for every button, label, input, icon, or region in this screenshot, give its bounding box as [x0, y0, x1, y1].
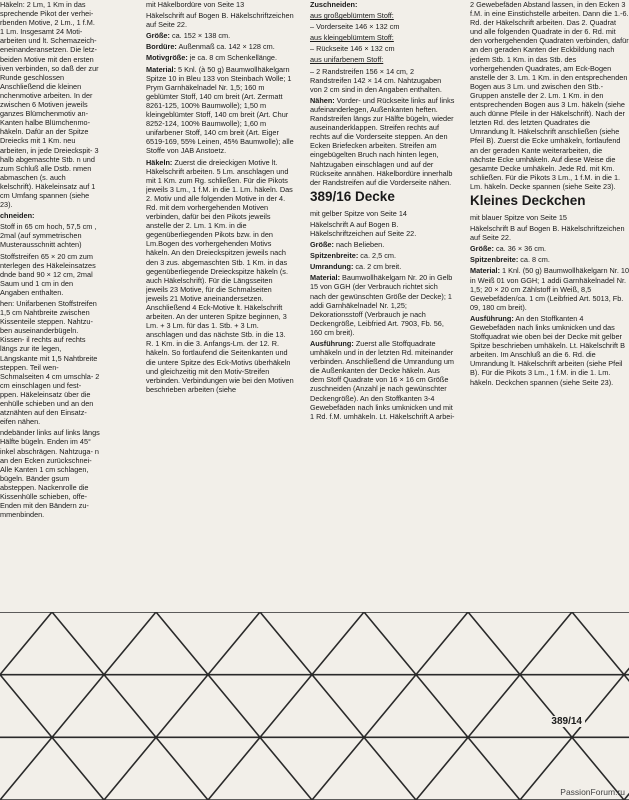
- size-value: ca. 152 × 138 cm.: [171, 31, 231, 41]
- paragraph: hen: Unifarbenen Stoffstreifen 1,5 cm Nahtbreite zwischen Kissenteile steppen. Nahtzu- ben auseinanderbügeln. Kissen- il rechts auf rechts längs zur ite legen, Längskante mit 1,5 Nahtbreite steppen. Teil wen- Schmalseiten 4 cm umschla- 2 cm einschlagen und fest- ppen. Häkeleinsatz über die enhülle schieben und an den atznähten auf den Einsatz- eifen nähen.: [0, 299, 100, 427]
- lattice-line: [260, 737, 312, 800]
- paragraph: Häkeln: 2 Lm, 1 Km in das sprechende Pikot der verhei- rbenden Motive, 2 Lm., 1 f.M. 1 Lm. Insgesamt 24 Moti- arbeiten und lt. Schemazeich- eneinanderansetzen. Die letz- beiden Motive mit den ersten iven verbinden, so daß der zur Runde geschlossen Anschließend die kleinen nchenmotive arbeiten. In der zwischen 6 Motiven jeweils ganzes Blümchenmotiv an- Kanten halbe Blümchenmo- häkeln. Dafür an der Spitze Dreiecks mit 1 Km. neu arbeiten, in jede Dreieckspit- 3 halb abgemaschte Stb. n und zum Schluß alle Dstb. nmen abmaschen (s. auch kelschrift). Häkeleinsatz auf 1 cm Umfang spannen (siehe 23).: [0, 0, 99, 210]
- lace-width-value: ca. 8 cm.: [520, 255, 550, 265]
- border-value: Außenmaß ca. 142 × 128 cm.: [178, 42, 275, 52]
- paragraph: ndebänder links auf links längs Hälfte bügeln. Enden im 45° inkel abschrägen. Nahtzuga- n an den Ecken zurückschnei- Alle Kanten 1 cm schlagen, bügeln. Bänder gsum absteppen. Nackenrolle die Kissenhülle schieben, offe- Enden mit den Bändern zu- mmenbinden.: [0, 428, 100, 520]
- lattice-line: [52, 675, 104, 738]
- execution-label: Ausführung:: [310, 339, 354, 348]
- lattice-line: [208, 612, 260, 675]
- motif-size-label: Motivgröße:: [146, 53, 188, 63]
- lattice-line: [364, 737, 416, 800]
- lattice-line: [156, 612, 208, 675]
- border-label: Bordüre:: [146, 42, 177, 52]
- paragraph: 2 Gewebefäden Abstand lassen, in den Ecken 3 f.M. in eine Einstichstelle arbeiten. Dann die 1.-6. Rd. der Häkelschrift arbeiten. Das 2. Quadrat und alle folgenden Quadrate in der 6. Rd. mit den vorhergehenden Quadraten verbinden, dafür an den geraden Kanten der Eckbildung nach jedem Stb. 1 Km. in das Stb. des vorhergehenden Quadrates, am Eck-Bogen anstelle der 3. Lm. 1 Km. in den entsprechenden Bogen aus 3 Lm. und zwischen den Stb.-Gruppen anstelle der 2. Lm. 1 Km. in den entsprechenden Bogen aus 3 Lm. häkeln (siehe auch dünne Pfeile in der Häkelschrift). Nach der letzten Rd. des letzten Quadrates die Umrandung lt. Häkelschrift anschließen (siehe Pfeil B). Zuerst die Ecke umhäkeln, fortlaufend an der geraden Kante weiterarbeiten, die nächste Ecke umhäkeln. Auf diese Weise die gesamte Decke umhäkeln. Jede Rd. mit Km. schließen. Für die Pikots 3 Lm., 1 f.M. in die 1. Lm. häkeln. Decke spannen (siehe Seite 23).: [470, 0, 629, 191]
- column-2: [146, 0, 294, 612]
- column-1: [0, 0, 100, 612]
- lattice-line: [520, 612, 572, 675]
- lattice-line: [364, 675, 416, 738]
- cutting-sub: aus kleingeblümtem Stoff:: [310, 33, 394, 43]
- triangle-motif-diagram: [0, 612, 629, 800]
- lattice-line: [208, 675, 260, 738]
- lattice-line: [312, 612, 364, 675]
- edging-label: Umrandung:: [310, 262, 354, 272]
- cutting-sub: aus unifarbenem Stoff:: [310, 55, 384, 65]
- lattice-line: [0, 737, 52, 800]
- section-label: chneiden:: [0, 211, 35, 221]
- lattice-line: [572, 675, 624, 738]
- cutting-item: – Rückseite 146 × 132 cm: [310, 44, 395, 54]
- figure-label: 389/14: [548, 716, 585, 727]
- size-label: Größe:: [146, 31, 170, 41]
- execution-label: Ausführung:: [470, 313, 514, 323]
- lattice-line: [468, 675, 520, 738]
- lattice-line: [156, 675, 208, 738]
- lattice-line: [572, 612, 624, 675]
- lattice-line: [468, 612, 520, 675]
- lattice-line: [260, 675, 312, 738]
- section-title: Kleines Deckchen: [470, 192, 586, 208]
- lattice-line: [468, 737, 520, 800]
- cutting-item: – 2 Randstreifen 156 × 14 cm, 2 Randstreifen 142 × 14 cm. Nahtzugaben von 2 cm sind in den Angaben enthalten.: [310, 66, 442, 94]
- execution-text: An den Stoffkanten 4 Gewebefäden nach links umknicken und das Stoffquadrat wie oben bei der Decke mit gelber Spitze beschrieben umhäkeln. Lt. Häkelschrift B arbeiten. Im Anschluß an die 6. Rd. die Umrandung lt. Häkelschrift arbeiten (siehe Pfeil B). Für die Pikots 3 Lm., 1 f.M. in die 1. Lm. häkeln. Deckchen spannen (siehe Seite 23).: [470, 313, 625, 387]
- lattice-line: [208, 737, 260, 800]
- section-title: 389/16 Decke: [310, 188, 395, 204]
- material-text: Baumwollhäkelgarn Nr. 20 in Gelb 15 von GGH (der Verbrauch richtet sich nach der gewünschten Größe der Decke); 1 addi Garnhäkelnadel Nr. 1,25; Dekorationsstoff (Verbrauch je nach Deckengröße, Leibfried Art. 7903, Fb. 56, 160 cm breit).: [310, 273, 453, 337]
- chart-reference: Häkelschrift A auf Bogen B. Häkelschriftzeichen auf Seite 22.: [310, 219, 417, 238]
- lattice-line: [312, 675, 364, 738]
- cutting-sub: aus großgeblümtem Stoff:: [310, 11, 394, 21]
- watermark: PassionForum.ru: [560, 787, 625, 797]
- lattice-line: [156, 737, 208, 800]
- material-label: Material:: [310, 273, 341, 283]
- intro-line: mit Häkelbordüre von Seite 13: [146, 0, 245, 9]
- lattice-line: [624, 612, 629, 675]
- paragraph: Stoff in 65 cm hoch, 57,5 cm , 2mal (auf symmetrischen Musterausschnitt achten): [0, 222, 97, 250]
- size-label: Größe:: [310, 240, 334, 250]
- lattice-line: [52, 737, 104, 800]
- cutting-item: – Vorderseite 146 × 132 cm: [310, 22, 400, 32]
- lattice-line: [104, 737, 156, 800]
- lace-width-label: Spitzenbreite:: [310, 251, 359, 261]
- lattice-line: [0, 675, 52, 738]
- lace-width-label: Spitzenbreite:: [470, 255, 519, 265]
- lattice-line: [104, 612, 156, 675]
- size-value: nach Belieben.: [335, 240, 385, 250]
- column-3: [310, 0, 455, 612]
- material-text: 1 Knl. (50 g) Baumwollhäkelgarn Nr. 10 in Weiß 01 von GGH; 1 addi Garnhäkelnadel Nr. 1,5; 20 × 20 cm Zählstoff in Weiß, 8,5 Gewebefäden/ca. 1 cm (Leibfried Art. 5013, Fb. 09, 180 cm breit).: [470, 266, 629, 312]
- chart-reference: Häkelschrift B auf Bogen B. Häkelschriftzeichen auf Seite 22.: [470, 224, 625, 243]
- material-label: Material:: [146, 64, 177, 74]
- lattice-line: [416, 612, 468, 675]
- lace-width-value: ca. 2,5 cm.: [360, 251, 396, 261]
- section-subtitle: mit gelber Spitze von Seite 14: [310, 208, 407, 218]
- lattice-line: [104, 675, 156, 738]
- execution-text: Zuerst alle Stoffquadrate umhäkeln und in der letzten Rd. miteinander verbinden. Anschließend die Umrandung um die Außenkanten der Decke häkeln. Aus dem Stoff Quadrate von 16 × 16 cm Größe zuschneiden (Anzahl je nach gewünschter Deckengröße). An den Stoffkanten 3-4 Gewebefäden nach links umknicken und mit 1 Rd. f.M. umhäkeln. Lt. Häkelschrift A arbei-: [310, 339, 455, 421]
- lattice-line: [416, 675, 468, 738]
- size-value: ca. 36 × 36 cm.: [495, 244, 547, 254]
- lattice-line: [520, 675, 572, 738]
- edging-value: ca. 2 cm breit.: [355, 262, 402, 272]
- lattice-line: [0, 612, 52, 675]
- lattice-line: [260, 612, 312, 675]
- crochet-label: Häkeln:: [146, 157, 173, 167]
- paragraph: Stoffstreifen 65 × 20 cm zum nterlegen des Häkeleinsatzes dnde band 90 × 12 cm, 2mal Saum und 1 cm in den Angaben enthalten.: [0, 251, 96, 297]
- cutting-label: Zuschneiden:: [310, 0, 358, 9]
- lattice-line: [312, 737, 364, 800]
- lattice-line: [364, 612, 416, 675]
- section-subtitle: mit blauer Spitze von Seite 15: [470, 212, 567, 222]
- motif-size-value: je ca. 8 cm Schenkellänge.: [189, 53, 278, 63]
- lattice-line: [52, 612, 104, 675]
- size-label: Größe:: [470, 244, 494, 254]
- column-4: [470, 0, 629, 612]
- chart-reference: Häkelschrift auf Bogen B. Häkelschriftzeichen auf Seite 22.: [146, 11, 294, 30]
- material-text: 5 Knl. (à 50 g) Baumwollhäkelgarn Spitze 10 in Bleu 133 von Steinbach Wolle; 1 Prym Garnhäkelnadel Nr. 1,5; 160 m geblümter Stoff, 140 cm breit (Art. Zermatt 8261-125, 100% Baumwolle); 1,50 m kleingeblümter Stoff, 140 cm breit (Art. Chur 8252-124, 100% Baumwolle); 1,60 m unifarbener Stoff, 140 cm breit (Art. Eiger 6519-169, 55% Leinen, 45% Baumwolle); alle Stoffe von JAB Anstoetz.: [146, 64, 294, 156]
- lattice-line: [624, 675, 629, 738]
- crochet-text: Zuerst die dreieckigen Motive lt. Häkelschrift arbeiten. 5 Lm. anschlagen und mit 1 Km. zum Rg. schließen. Für die Pikots jeweils 3 Lm., 1 f.M. in die 1. Lm. häkeln. Das 2. Motiv und alle folgenden Motive in der 4. Rd. mit dem vorhergehenden Motiven verbinden, dafür bei den Pikots jeweils anstelle der 2. Lm. 1 Km. in die gegenüberliegenden Pikots bzw. in den Lm.Bogen des vorhergehenden Motivs häkeln. An den Dreieckspitzen jeweils nach den 3 zus. abgemaschten Stb. 1 Km. in das gegenüberliegende Dreieckspitze häkeln (s. auch Häkelschrift). Für die Längsseiten jeweils 23 Motive, für die Schmalseiten jeweils 21 Motive aneinandersetzen. Anschließend 4 Eck-Motive lt. Häkelschrift arbeiten. An der unteren Spitze beginnen, 3 Lm. + 3 Lm. für das 1. Stb. + 3 Lm. anschlagen und das nächste Stb. in die 13. R. 1 Km. in die 3. Anfangs-Lm. der 12. R. häkeln. So fortlaufend die Seitenkanten und die untere Spitze des Eck-Motivs überhäkeln und gleichzeitig mit den Motiv-Streifen verbinden. Verbindungen wie bei den Motiven beschrieben arbeiten (siehe: [146, 157, 294, 394]
- sewing-label: Nähen:: [310, 95, 335, 105]
- lattice-line: [416, 737, 468, 800]
- material-label: Material:: [470, 266, 501, 276]
- sewing-text: Vorder- und Rückseite links auf links aufeinanderlegen, Außenkanten heften. Randstreifen längs zur Hälfte bügeln, wieder auseinanderklappen. Streifen rechts auf rechts auf die Vorderseite steppen. An den Ecken Briefecken arbeiten. Streifen am eingebügelten Bruch nach hinten legen, Nahtzugaben einschlagen und auf der Rückseite annähen. Häkelbordüre innerhalb der Randstreifen auf die Vorderseite nähen.: [310, 95, 455, 187]
